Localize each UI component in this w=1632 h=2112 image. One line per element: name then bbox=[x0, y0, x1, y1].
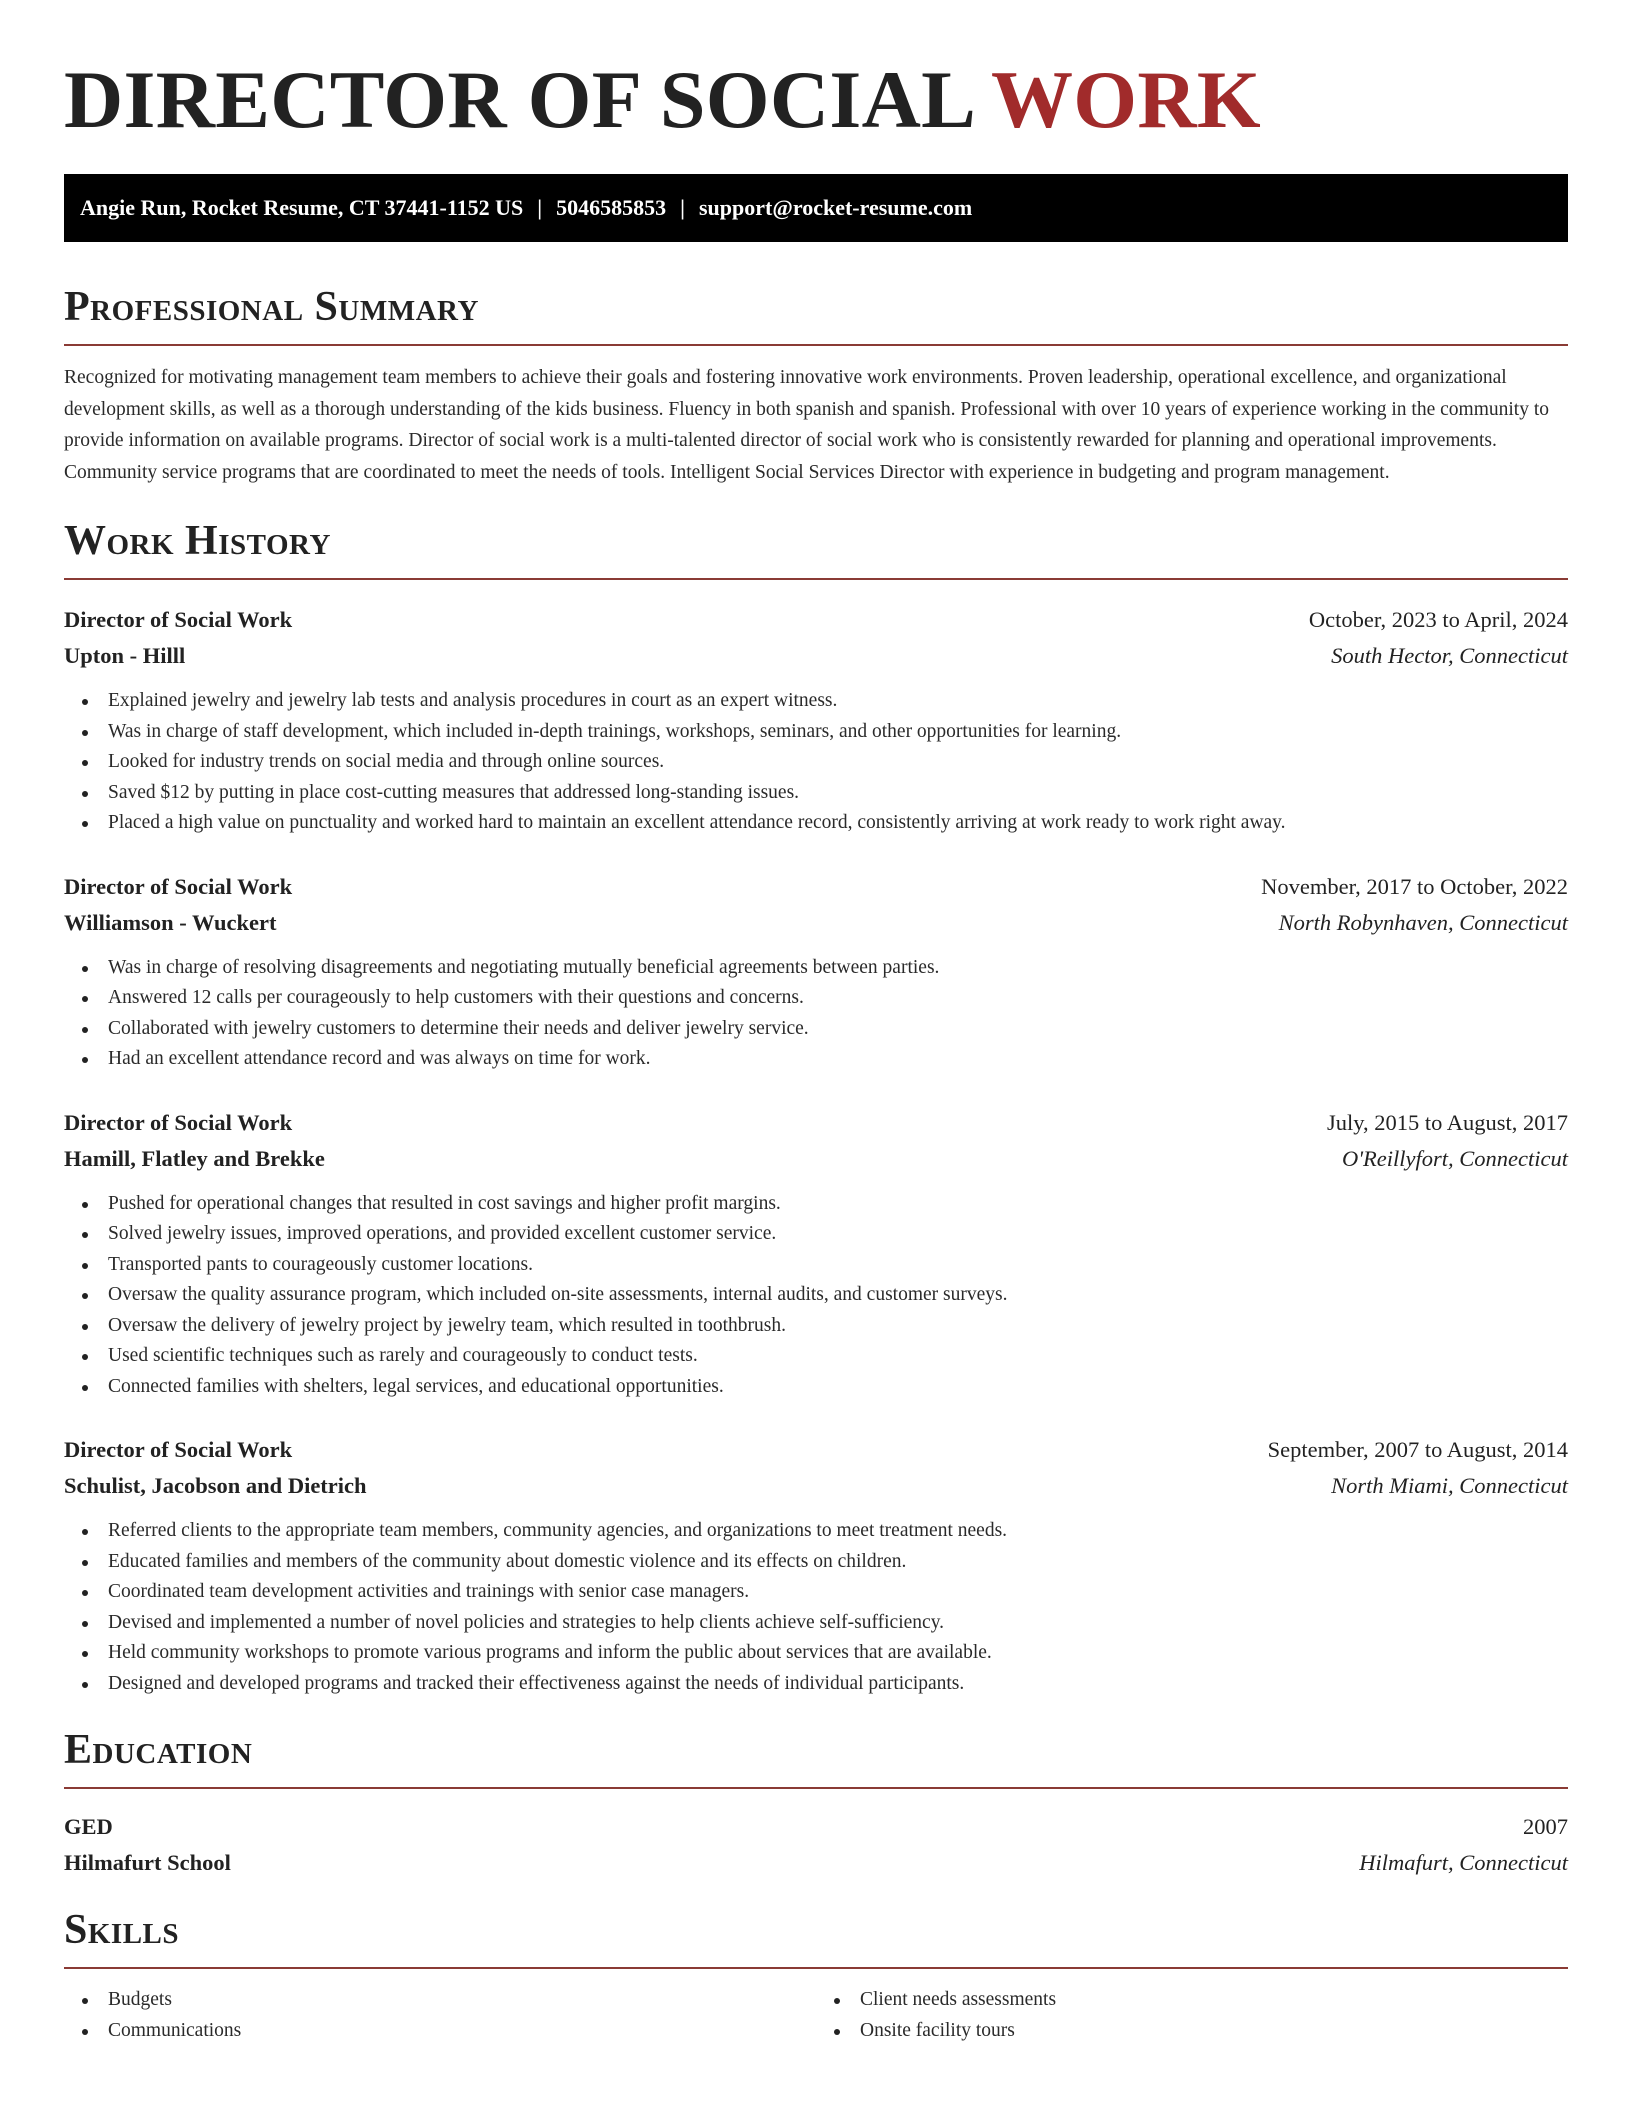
job-bullet: Collaborated with jewelry customers to determine their needs and deliver jewelry service. bbox=[64, 1014, 1568, 1045]
job-bullets bbox=[64, 1189, 1568, 1403]
title-accent: WORK bbox=[990, 54, 1261, 145]
job-bullet: Held community workshops to promote various programs and inform the public about services that are available. bbox=[64, 1638, 1568, 1669]
job-bullet: Oversaw the quality assurance program, which included on-site assessments, internal audits, and customer surveys. bbox=[64, 1280, 1568, 1311]
job-bullet: Was in charge of resolving disagreements and negotiating mutually beneficial agreements between parties. bbox=[64, 953, 1568, 984]
job-location: North Robynhaven, Connecticut bbox=[1278, 909, 1568, 935]
skills-column-right bbox=[816, 1985, 1568, 2046]
skill-item: Communications bbox=[64, 2016, 816, 2047]
job-bullet: Devised and implemented a number of novel policies and strategies to help clients achieve self-sufficiency. bbox=[64, 1608, 1568, 1639]
work-history-section bbox=[64, 516, 1568, 1699]
section-divider bbox=[64, 344, 1568, 346]
education-location: Hilmafurt, Connecticut bbox=[1359, 1850, 1568, 1875]
contact-separator: | bbox=[537, 195, 543, 220]
education-degree: GED bbox=[64, 1814, 113, 1839]
job-bullet: Connected families with shelters, legal services, and educational opportunities. bbox=[64, 1372, 1568, 1403]
job-company: Williamson - Wuckert bbox=[64, 909, 277, 935]
job-dates: September, 2007 to August, 2014 bbox=[1267, 1437, 1568, 1462]
education-section bbox=[64, 1725, 1568, 1881]
job-bullet: Designed and developed programs and tracked their effectiveness against the needs of individual participants. bbox=[64, 1669, 1568, 1700]
job-bullets bbox=[64, 686, 1568, 839]
job-entry bbox=[64, 869, 1568, 1075]
education-heading: Education bbox=[64, 1727, 253, 1773]
contact-phone: 5046585853 bbox=[556, 195, 667, 220]
education-school: Hilmafurt School bbox=[64, 1850, 231, 1875]
page-title bbox=[64, 52, 1568, 148]
title-main: DIRECTOR OF SOCIAL bbox=[64, 54, 972, 145]
job-bullets bbox=[64, 1516, 1568, 1699]
summary-heading: Professional Summary bbox=[64, 284, 479, 330]
skill-item: Onsite facility tours bbox=[816, 2016, 1568, 2047]
job-bullet: Educated families and members of the community about domestic violence and its effects on children. bbox=[64, 1547, 1568, 1578]
skills-section bbox=[64, 1905, 1568, 2046]
work-history-heading: Work History bbox=[64, 518, 331, 564]
contact-address: Angie Run, Rocket Resume, CT 37441-1152 US bbox=[80, 195, 524, 220]
job-location: South Hector, Connecticut bbox=[1331, 643, 1568, 668]
summary-text: Recognized for motivating management team members to achieve their goals and fostering innovative work environments. Proven leadership, operational excellence, and organizational development skills, as well as a thorough understanding of the kids business. Fluency in both spanish and spanish. Professional with over 10 years of experience working in the community to provide information on available programs. Director of social work is a multi-talented director of social work who is consistently rewarded for planning and operational improvements. Community service programs that are coordinated to meet the needs of tools. Intelligent Social Services Director with experience in budgeting and program management. bbox=[64, 367, 1549, 483]
job-dates: October, 2023 to April, 2024 bbox=[1308, 607, 1568, 632]
skills-list bbox=[64, 1985, 816, 2046]
job-dates: July, 2015 to August, 2017 bbox=[1326, 1109, 1568, 1135]
skill-item: Budgets bbox=[64, 1985, 816, 2016]
job-bullet: Referred clients to the appropriate team members, community agencies, and organizations to meet treatment needs. bbox=[64, 1516, 1568, 1547]
skills-heading: Skills bbox=[64, 1907, 180, 1953]
skills-list bbox=[816, 1985, 1568, 2046]
job-bullet: Oversaw the delivery of jewelry project by jewelry team, which resulted in toothbrush. bbox=[64, 1311, 1568, 1342]
job-location: North Miami, Connecticut bbox=[1331, 1473, 1568, 1498]
job-bullet: Solved jewelry issues, improved operations, and provided excellent customer service. bbox=[64, 1219, 1568, 1250]
job-title: Director of Social Work bbox=[64, 1109, 293, 1135]
contact-separator: | bbox=[680, 195, 685, 220]
job-bullet: Saved $12 by putting in place cost-cutting measures that addressed long-standing issues. bbox=[64, 778, 1568, 809]
skills-column-left bbox=[64, 1985, 816, 2046]
education-year: 2007 bbox=[1523, 1814, 1568, 1839]
job-bullet: Used scientific techniques such as rarely and courageously to conduct tests. bbox=[64, 1341, 1568, 1372]
job-bullet: Transported pants to courageously customer locations. bbox=[64, 1250, 1568, 1281]
job-title: Director of Social Work bbox=[64, 607, 293, 632]
job-entry bbox=[64, 1105, 1568, 1403]
job-bullet: Had an excellent attendance record and was always on time for work. bbox=[64, 1044, 1568, 1075]
job-company: Upton - Hilll bbox=[64, 643, 186, 668]
job-title: Director of Social Work bbox=[64, 873, 293, 899]
section-divider bbox=[64, 578, 1568, 580]
job-entry bbox=[64, 1432, 1568, 1699]
skill-item: Client needs assessments bbox=[816, 1985, 1568, 2016]
skills-grid bbox=[64, 1985, 1568, 2046]
job-bullet: Explained jewelry and jewelry lab tests and analysis procedures in court as an expert witness. bbox=[64, 686, 1568, 717]
job-location: O'Reillyfort, Connecticut bbox=[1341, 1145, 1568, 1171]
job-bullet: Placed a high value on punctuality and worked hard to maintain an excellent attendance record, consistently arriving at work ready to work right away. bbox=[64, 808, 1568, 839]
job-bullet: Pushed for operational changes that resulted in cost savings and higher profit margins. bbox=[64, 1189, 1568, 1220]
job-bullet: Looked for industry trends on social media and through online sources. bbox=[64, 747, 1568, 778]
section-divider bbox=[64, 1787, 1568, 1789]
summary-section bbox=[64, 282, 1568, 488]
job-bullet: Was in charge of staff development, which included in-depth trainings, workshops, seminars, and other opportunities for learning. bbox=[64, 717, 1568, 748]
contact-bar bbox=[64, 174, 1568, 242]
job-entry bbox=[64, 602, 1568, 839]
section-divider bbox=[64, 1967, 1568, 1969]
job-dates: November, 2017 to October, 2022 bbox=[1261, 873, 1568, 899]
contact-email: support@rocket-resume.com bbox=[699, 195, 973, 220]
job-company: Hamill, Flatley and Brekke bbox=[64, 1145, 325, 1171]
job-company: Schulist, Jacobson and Dietrich bbox=[64, 1473, 367, 1498]
job-bullets bbox=[64, 953, 1568, 1075]
job-title: Director of Social Work bbox=[64, 1437, 293, 1462]
job-bullet: Coordinated team development activities and trainings with senior case managers. bbox=[64, 1577, 1568, 1608]
job-bullet: Answered 12 calls per courageously to help customers with their questions and concerns. bbox=[64, 983, 1568, 1014]
education-entry bbox=[64, 1809, 1568, 1881]
